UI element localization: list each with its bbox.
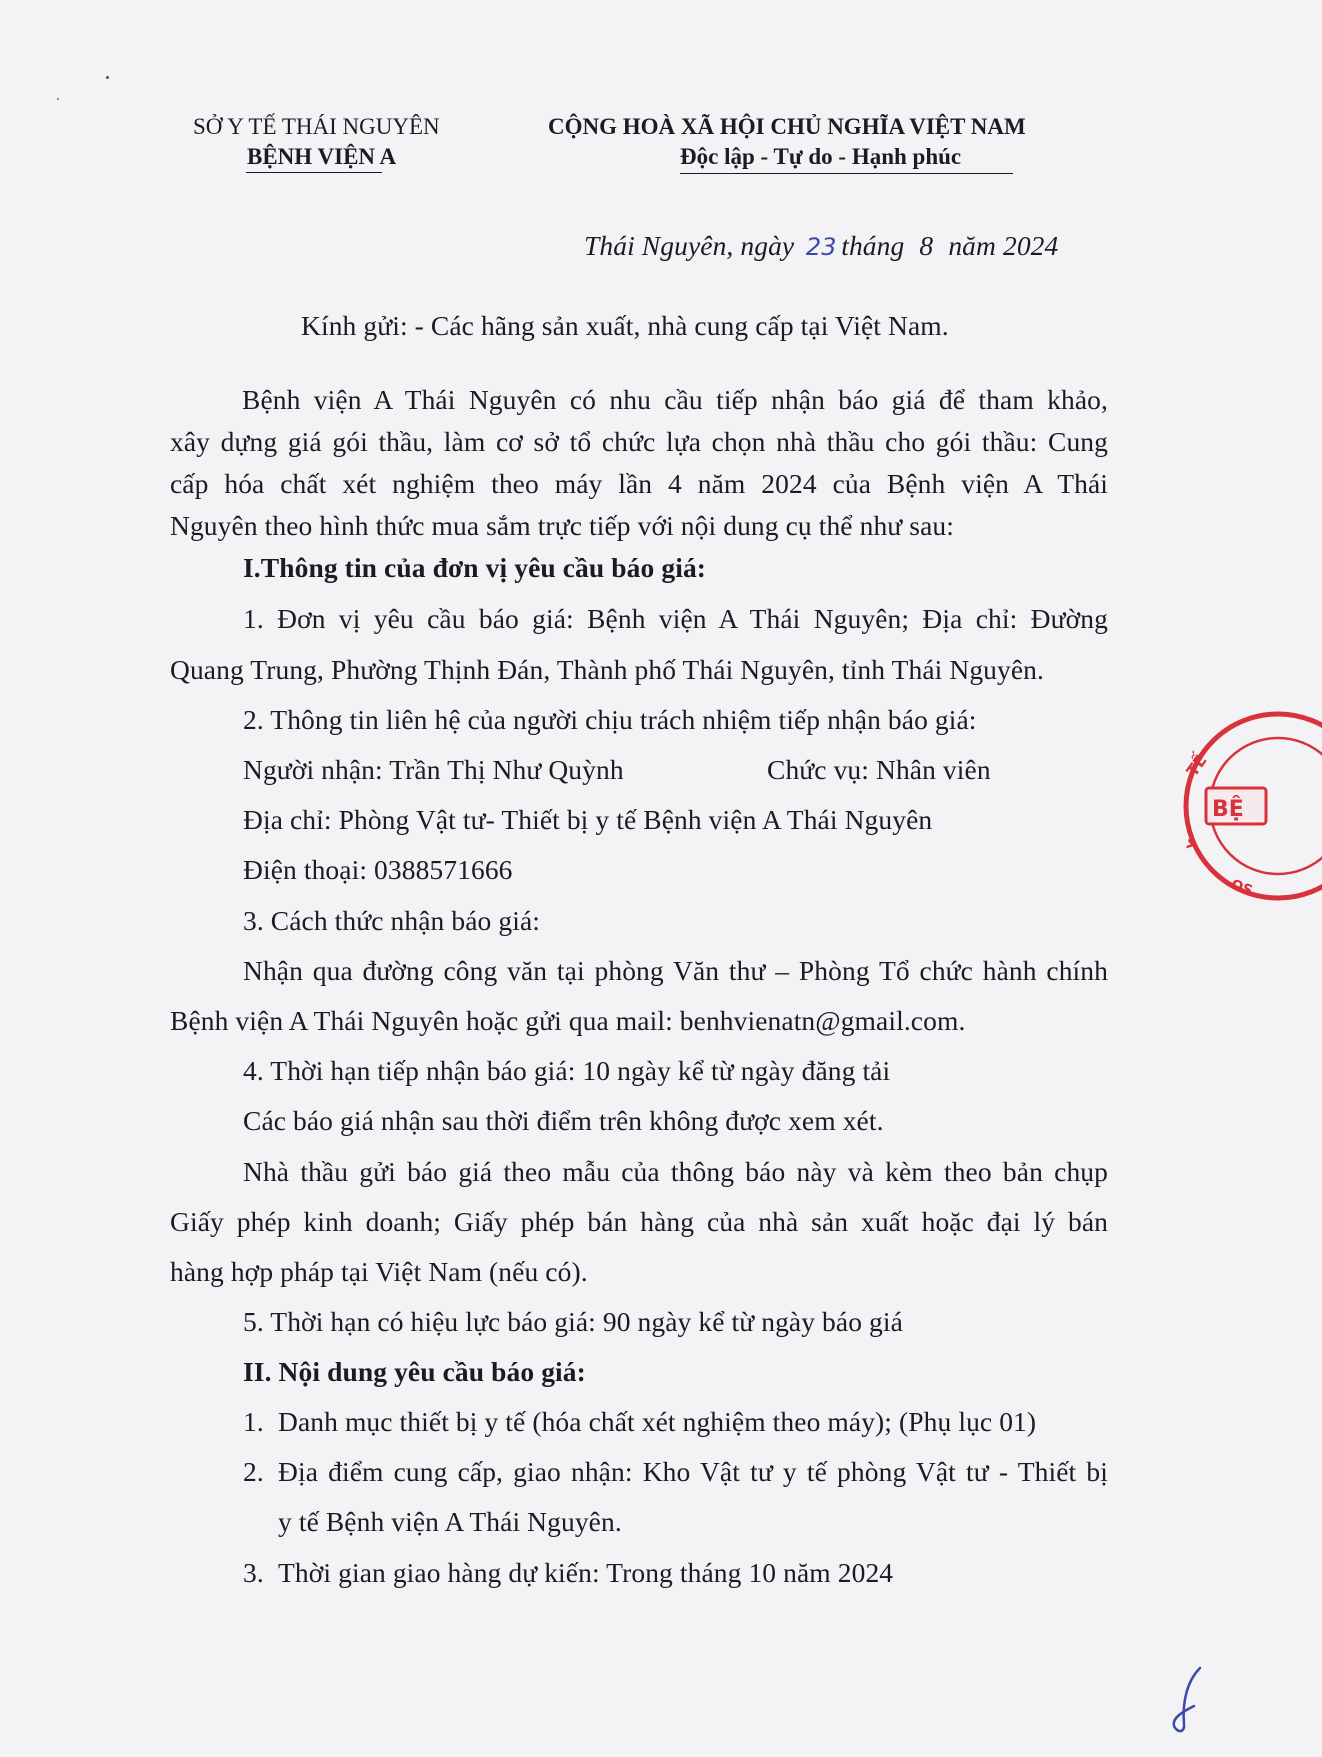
org-underline	[246, 172, 382, 173]
nation-line-1: CỘNG HOÀ XÃ HỘI CHỦ NGHĨA VIỆT NAM	[548, 114, 1026, 139]
stamp-center-text: BỆ	[1212, 797, 1244, 822]
contractor-line-1: Nhà thầu gửi báo giá theo mẫu của thông báo này và kèm theo bản chụp	[243, 1156, 1108, 1187]
org-line-1: SỞ Y TẾ THÁI NGUYÊN	[193, 114, 440, 139]
receiver-address: Địa chỉ: Phòng Vật tư- Thiết bị y tế Bệnh viện A Thái Nguyên	[243, 804, 933, 835]
section-2-item-3-num: 3.	[243, 1557, 264, 1588]
intro-line-2: xây dựng giá gói thầu, làm cơ sở tổ chức lựa chọn nhà thầu cho gói thầu: Cung	[170, 426, 1108, 457]
contractor-line-3: hàng hợp pháp tại Việt Nam (nếu có).	[170, 1256, 588, 1287]
intro-line-1: Bệnh viện A Thái Nguyên có nhu cầu tiếp nhận báo giá để tham khảo,	[242, 384, 1108, 415]
svg-text:TẾ: TẾ	[1182, 751, 1211, 780]
item-4-title: 4. Thời hạn tiếp nhận báo giá: 10 ngày kể từ ngày đăng tải	[243, 1055, 891, 1086]
date-prefix: Thái Nguyên, ngày	[584, 230, 795, 261]
date-month-label: tháng	[841, 230, 905, 261]
section-2-item-2-line-1: Địa điểm cung cấp, giao nhận: Kho Vật tư y tế phòng Vật tư - Thiết bị	[278, 1456, 1108, 1487]
date-year: 2024	[1002, 230, 1059, 261]
contractor-line-2: Giấy phép kinh doanh; Giấy phép bán hàng của nhà sản xuất hoặc đại lý bán	[170, 1206, 1108, 1237]
org-line-2	[247, 144, 396, 170]
receiver-position: Chức vụ: Nhân viên	[767, 754, 991, 785]
scan-speck	[57, 98, 59, 100]
date-year-label: năm	[948, 230, 996, 261]
motto-underline	[680, 173, 1013, 174]
item-5: 5. Thời hạn có hiệu lực báo giá: 90 ngày kể từ ngày báo giá	[243, 1306, 903, 1337]
section-2-item-1-text: Danh mục thiết bị y tế (hóa chất xét nghiệm theo máy); (Phụ lục 01)	[278, 1406, 1037, 1437]
svg-text:Y: Y	[1184, 838, 1203, 853]
section-2-item-2-num: 2.	[243, 1456, 264, 1487]
item-3-line-2: Bệnh viện A Thái Nguyên hoặc gửi qua mail: benhvienatn@gmail.com.	[170, 1005, 966, 1036]
recipient-line: Kính gửi: - Các hãng sản xuất, nhà cung cấp tại Việt Nam.	[301, 310, 949, 341]
section-2-item-2-line-2: y tế Bệnh viện A Thái Nguyên.	[278, 1506, 622, 1537]
section-1-heading: I.Thông tin của đơn vị yêu cầu báo giá:	[243, 552, 707, 583]
section-2-heading: II. Nội dung yêu cầu báo giá:	[243, 1356, 586, 1387]
intro-line-3: cấp hóa chất xét nghiệm theo máy lần 4 năm 2024 của Bệnh viện A Thái	[170, 468, 1108, 499]
date-month: 8	[919, 230, 934, 261]
svg-text:OS: OS	[1228, 876, 1255, 900]
scan-speck	[106, 76, 109, 79]
hospital-stamp	[1182, 706, 1322, 906]
item-1-line-1: 1. Đơn vị yêu cầu báo giá: Bệnh viện A Thái Nguyên; Địa chỉ: Đường	[243, 603, 1108, 634]
section-2-item-1-num: 1.	[243, 1406, 264, 1437]
item-4-note: Các báo giá nhận sau thời điểm trên không được xem xét.	[243, 1105, 884, 1136]
intro-line-4: Nguyên theo hình thức mua sắm trực tiếp với nội dung cụ thể như sau:	[170, 510, 954, 541]
date-day: 23	[805, 233, 837, 261]
item-3-line-1: Nhận qua đường công văn tại phòng Văn thư – Phòng Tổ chức hành chính	[243, 955, 1108, 986]
item-2-title: 2. Thông tin liên hệ của người chịu trách nhiệm tiếp nhận báo giá:	[243, 704, 977, 735]
receiver-phone: Điện thoại: 0388571666	[243, 854, 513, 885]
item-1-line-2: Quang Trung, Phường Thịnh Đán, Thành phố Thái Nguyên, tỉnh Thái Nguyên.	[170, 654, 1044, 685]
receiver-name: Người nhận: Trần Thị Như Quỳnh	[243, 754, 624, 785]
section-2-item-3-text: Thời gian giao hàng dự kiến: Trong tháng 10 năm 2024	[278, 1557, 894, 1588]
item-3-title: 3. Cách thức nhận báo giá:	[243, 905, 541, 936]
handwritten-mark	[1160, 1660, 1220, 1740]
nation-line-2: Độc lập - Tự do - Hạnh phúc	[680, 144, 962, 169]
org-name: BỆNH VIỆN A	[247, 144, 397, 169]
date-line	[584, 230, 1058, 262]
